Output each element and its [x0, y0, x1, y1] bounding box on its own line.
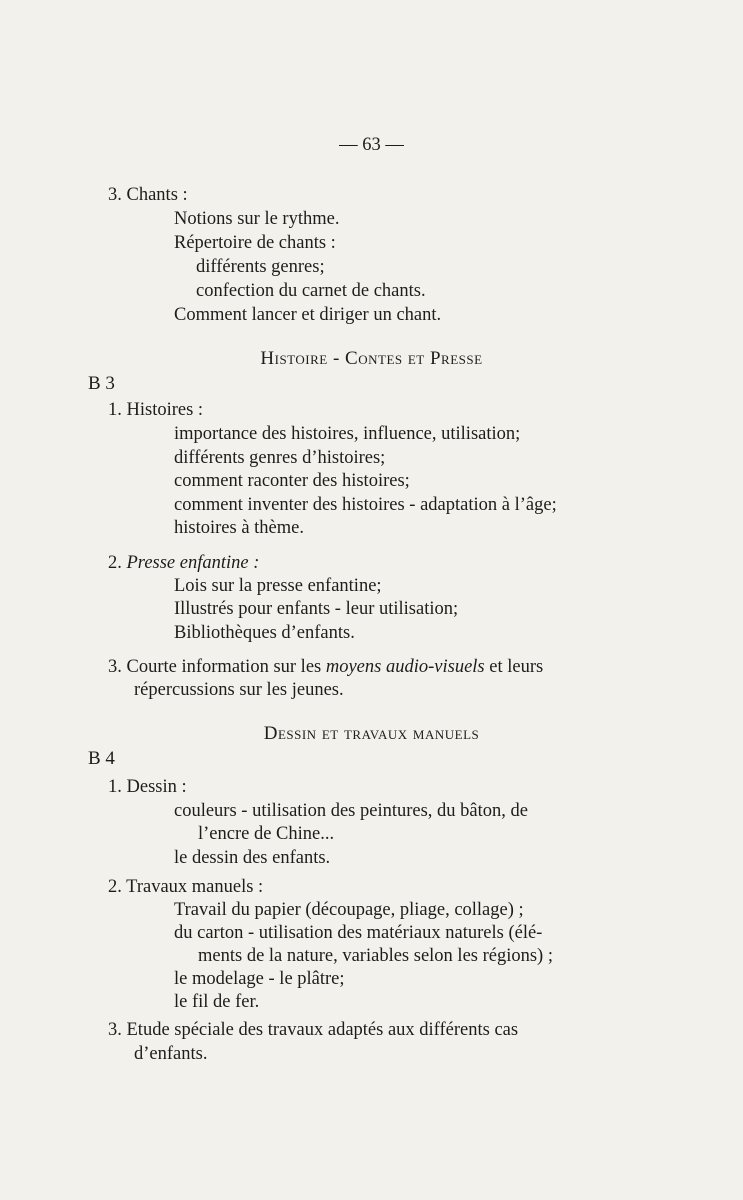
travaux-item: le modelage - le plâtre;: [174, 969, 345, 989]
travaux-item: du carton - utilisation des matériaux naturels (élé-: [174, 923, 543, 943]
presse-item: Bibliothèques d’enfants.: [174, 623, 355, 643]
histoires-item: comment raconter des histoires;: [174, 471, 410, 491]
presse-number: 2.: [108, 553, 122, 573]
chants-item: confection du carnet de chants.: [196, 281, 426, 301]
courte-information-line2: répercussions sur les jeunes.: [134, 680, 344, 700]
courte-text-end: et leurs: [484, 657, 544, 677]
courte-emphasis: moyens audio-visuels: [325, 657, 485, 677]
dessin-title: 1. Dessin :: [108, 777, 187, 797]
section-code: B 3: [88, 373, 115, 394]
histoires-title: 1. Histoires :: [108, 400, 204, 420]
presse-title: [108, 551, 259, 575]
histoires-item: histoires à thème.: [174, 518, 304, 538]
presse-item: Lois sur la presse enfantine;: [174, 576, 382, 596]
histoires-item: différents genres d’histoires;: [174, 448, 386, 468]
travaux-item: Travail du papier (découpage, pliage, collage) ;: [174, 900, 524, 920]
courte-text: 3. Courte information sur les: [108, 657, 326, 677]
histoires-item: importance des histoires, influence, utilisation;: [174, 424, 521, 444]
section-heading: Histoire - Contes et Presse: [260, 348, 483, 369]
section-heading: Dessin et travaux manuels: [263, 723, 480, 744]
etude-line: 3. Etude spéciale des travaux adaptés aux différents cas: [108, 1020, 519, 1040]
travaux-item: le fil de fer.: [174, 992, 260, 1012]
chants-item: Notions sur le rythme.: [174, 209, 340, 229]
chants-title: 3. Chants :: [108, 185, 188, 205]
chants-item: différents genres;: [196, 257, 325, 277]
dessin-item: couleurs - utilisation des peintures, du bâton, de: [174, 801, 528, 821]
dessin-item: l’encre de Chine...: [198, 824, 335, 844]
chants-item: Répertoire de chants :: [174, 233, 336, 253]
section-code: B 4: [88, 748, 115, 769]
histoires-item: comment inventer des histoires - adaptation à l’âge;: [174, 495, 557, 515]
presse-item: Illustrés pour enfants - leur utilisation;: [174, 599, 459, 619]
travaux-title: 2. Travaux manuels :: [108, 877, 264, 897]
page-number: — 63 —: [339, 135, 404, 155]
travaux-item: ments de la nature, variables selon les régions) ;: [198, 946, 553, 966]
chants-item: Comment lancer et diriger un chant.: [174, 305, 442, 325]
etude-line: d’enfants.: [134, 1044, 208, 1064]
dessin-item: le dessin des enfants.: [174, 848, 331, 868]
courte-information: [108, 655, 543, 679]
presse-label: Presse enfantine :: [126, 553, 260, 573]
